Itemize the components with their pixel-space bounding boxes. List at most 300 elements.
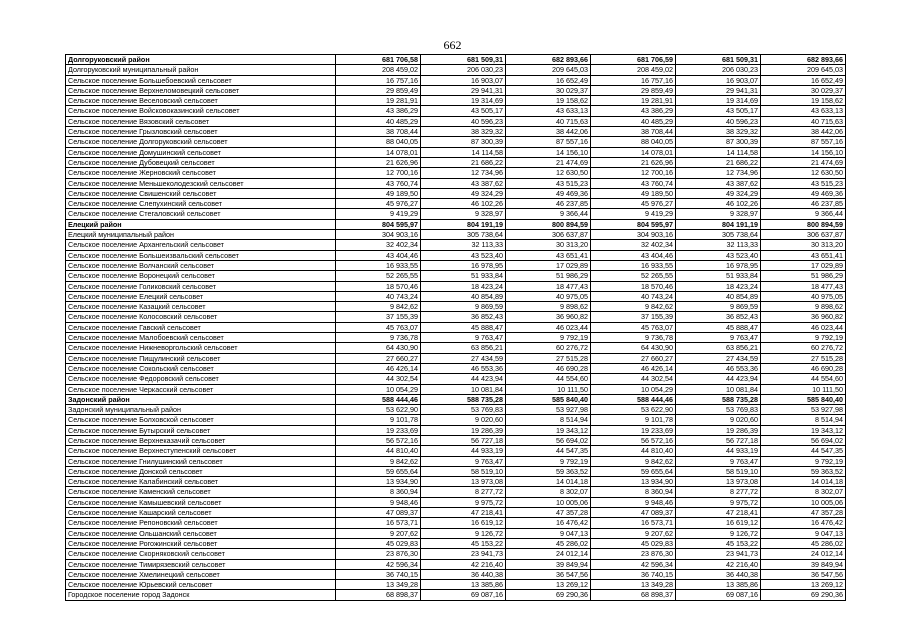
amount-cell: 49 469,36	[761, 188, 846, 198]
amount-cell: 23 941,73	[421, 549, 506, 559]
settlement-name-cell: Долгоруковский район	[66, 55, 336, 65]
amount-cell: 9 898,62	[761, 302, 846, 312]
settlement-name-cell: Сельское поселение Малобоевский сельсовет	[66, 333, 336, 343]
amount-cell: 9 842,62	[336, 302, 421, 312]
amount-cell: 53 927,98	[761, 405, 846, 415]
table-row	[66, 425, 846, 435]
table-row	[66, 363, 846, 373]
amount-cell: 44 302,54	[591, 374, 676, 384]
table-row	[66, 209, 846, 219]
settlement-name-cell: Сельское поселение Свишенский сельсовет	[66, 188, 336, 198]
table-row	[66, 415, 846, 425]
amount-cell: 38 329,32	[676, 127, 761, 137]
settlement-name-cell: Сельское поселение Юрьевский сельсовет	[66, 580, 336, 590]
amount-cell: 46 426,14	[336, 363, 421, 373]
amount-cell: 42 216,40	[676, 559, 761, 569]
amount-cell: 46 237,85	[761, 199, 846, 209]
settlement-name-cell: Сельское поселение Верхнеступенский сельсовет	[66, 446, 336, 456]
settlement-name-cell: Сельское поселение Жерновский сельсовет	[66, 168, 336, 178]
amount-cell: 306 637,87	[761, 230, 846, 240]
amount-cell: 44 933,19	[421, 446, 506, 456]
amount-cell: 588 444,46	[336, 394, 421, 404]
table-row	[66, 65, 846, 75]
amount-cell: 804 191,19	[421, 219, 506, 229]
amount-cell: 53 622,90	[336, 405, 421, 415]
amount-cell: 44 302,54	[336, 374, 421, 384]
amount-cell: 43 633,13	[506, 106, 591, 116]
amount-cell: 45 888,47	[421, 322, 506, 332]
amount-cell: 45 763,07	[591, 322, 676, 332]
district-total-row	[66, 219, 846, 229]
table-row	[66, 384, 846, 394]
amount-cell: 56 572,16	[336, 435, 421, 445]
amount-cell: 44 810,40	[591, 446, 676, 456]
table-row	[66, 477, 846, 487]
amount-cell: 16 652,49	[506, 75, 591, 85]
amount-cell: 681 706,58	[336, 55, 421, 65]
amount-cell: 40 485,29	[336, 116, 421, 126]
amount-cell: 209 645,03	[761, 65, 846, 75]
table-row	[66, 85, 846, 95]
amount-cell: 36 960,82	[506, 312, 591, 322]
settlement-name-cell: Сельское поселение Пищулинский сельсовет	[66, 353, 336, 363]
settlement-name-cell: Сельское поселение Слепухинский сельсовет	[66, 199, 336, 209]
settlement-name-cell: Сельское поселение Казацкий сельсовет	[66, 302, 336, 312]
amount-cell: 9 328,97	[676, 209, 761, 219]
amount-cell: 9 792,19	[506, 456, 591, 466]
amount-cell: 9 736,78	[591, 333, 676, 343]
amount-cell: 49 324,29	[421, 188, 506, 198]
amount-cell: 46 237,85	[506, 199, 591, 209]
amount-cell: 16 573,71	[591, 518, 676, 528]
amount-cell: 18 423,24	[421, 281, 506, 291]
amount-cell: 9 366,44	[761, 209, 846, 219]
settlement-name-cell: Сельское поселение Нижневоргольский сельсовет	[66, 343, 336, 353]
settlement-name-cell: Задонский район	[66, 394, 336, 404]
settlement-name-cell: Сельское поселение Голиковский сельсовет	[66, 281, 336, 291]
amount-cell: 16 573,71	[336, 518, 421, 528]
amount-cell: 44 423,94	[676, 374, 761, 384]
amount-cell: 52 265,55	[336, 271, 421, 281]
table-row	[66, 271, 846, 281]
amount-cell: 8 302,07	[761, 487, 846, 497]
settlement-name-cell: Сельское поселение Скорняковский сельсовет	[66, 549, 336, 559]
amount-cell: 56 727,18	[676, 435, 761, 445]
amount-cell: 9 869,59	[421, 302, 506, 312]
amount-cell: 43 505,17	[676, 106, 761, 116]
amount-cell: 9 736,78	[336, 333, 421, 343]
amount-cell: 681 509,31	[421, 55, 506, 65]
amount-cell: 56 694,02	[506, 435, 591, 445]
table-row	[66, 518, 846, 528]
table-row	[66, 333, 846, 343]
settlement-name-cell: Долгоруковский муниципальный район	[66, 65, 336, 75]
amount-cell: 14 078,01	[591, 147, 676, 157]
amount-cell: 36 547,56	[506, 569, 591, 579]
amount-cell: 46 553,36	[676, 363, 761, 373]
amount-cell: 21 626,96	[336, 157, 421, 167]
amount-cell: 18 477,43	[506, 281, 591, 291]
amount-cell: 9 898,62	[506, 302, 591, 312]
amount-cell: 14 114,58	[676, 147, 761, 157]
table-row	[66, 497, 846, 507]
amount-cell: 13 269,12	[761, 580, 846, 590]
amount-cell: 36 852,43	[421, 312, 506, 322]
amount-cell: 14 078,01	[336, 147, 421, 157]
amount-cell: 9 047,13	[506, 528, 591, 538]
table-row	[66, 230, 846, 240]
amount-cell: 305 738,64	[421, 230, 506, 240]
amount-cell: 40 854,89	[676, 291, 761, 301]
amount-cell: 30 029,37	[761, 85, 846, 95]
table-row	[66, 456, 846, 466]
amount-cell: 32 402,34	[591, 240, 676, 250]
amount-cell: 588 735,28	[676, 394, 761, 404]
amount-cell: 209 645,03	[506, 65, 591, 75]
amount-cell: 45 153,22	[421, 538, 506, 548]
amount-cell: 29 941,31	[676, 85, 761, 95]
amount-cell: 46 102,26	[676, 199, 761, 209]
amount-cell: 16 903,07	[421, 75, 506, 85]
settlement-name-cell: Сельское поселение Федоровский сельсовет	[66, 374, 336, 384]
settlement-name-cell: Сельское поселение Войсковоказинский сельсовет	[66, 106, 336, 116]
table-row	[66, 168, 846, 178]
amount-cell: 19 281,91	[591, 96, 676, 106]
amount-cell: 21 626,96	[591, 157, 676, 167]
amount-cell: 206 030,23	[676, 65, 761, 75]
amount-cell: 10 111,50	[506, 384, 591, 394]
settlement-name-cell: Задонский муниципальный район	[66, 405, 336, 415]
amount-cell: 43 387,62	[421, 178, 506, 188]
amount-cell: 9 869,59	[676, 302, 761, 312]
amount-cell: 43 404,46	[591, 250, 676, 260]
amount-cell: 27 515,28	[761, 353, 846, 363]
amount-cell: 14 114,58	[421, 147, 506, 157]
amount-cell: 800 894,59	[506, 219, 591, 229]
amount-cell: 13 973,08	[676, 477, 761, 487]
amount-cell: 13 934,90	[591, 477, 676, 487]
amount-cell: 24 012,14	[506, 549, 591, 559]
amount-cell: 36 440,38	[421, 569, 506, 579]
amount-cell: 23 941,73	[676, 549, 761, 559]
amount-cell: 804 595,97	[336, 219, 421, 229]
amount-cell: 13 385,86	[676, 580, 761, 590]
amount-cell: 45 286,02	[506, 538, 591, 548]
amount-cell: 18 570,46	[591, 281, 676, 291]
amount-cell: 27 434,59	[676, 353, 761, 363]
amount-cell: 40 743,24	[591, 291, 676, 301]
amount-cell: 36 547,56	[761, 569, 846, 579]
amount-cell: 40 596,23	[421, 116, 506, 126]
amount-cell: 18 477,43	[761, 281, 846, 291]
amount-cell: 49 189,50	[336, 188, 421, 198]
amount-cell: 23 876,30	[591, 549, 676, 559]
amount-cell: 9 763,47	[421, 333, 506, 343]
amount-cell: 53 622,90	[591, 405, 676, 415]
amount-cell: 46 690,28	[506, 363, 591, 373]
amount-cell: 208 459,02	[336, 65, 421, 75]
settlement-name-cell: Сельское поселение Долгоруковский сельсовет	[66, 137, 336, 147]
amount-cell: 59 655,64	[336, 466, 421, 476]
amount-cell: 43 651,41	[506, 250, 591, 260]
amount-cell: 44 423,94	[421, 374, 506, 384]
amount-cell: 10 081,84	[676, 384, 761, 394]
amount-cell: 45 976,27	[591, 199, 676, 209]
amount-cell: 585 840,40	[761, 394, 846, 404]
amount-cell: 42 216,40	[421, 559, 506, 569]
settlement-name-cell: Сельское поселение Ольшанский сельсовет	[66, 528, 336, 538]
amount-cell: 45 286,02	[761, 538, 846, 548]
table-row	[66, 374, 846, 384]
amount-cell: 19 158,62	[506, 96, 591, 106]
amount-cell: 9 207,62	[336, 528, 421, 538]
amount-cell: 10 005,06	[761, 497, 846, 507]
table-row	[66, 250, 846, 260]
amount-cell: 9 126,72	[676, 528, 761, 538]
amount-cell: 87 557,16	[506, 137, 591, 147]
settlement-name-cell: Сельское поселение Каменский сельсовет	[66, 487, 336, 497]
amount-cell: 44 933,19	[676, 446, 761, 456]
amount-cell: 40 975,05	[506, 291, 591, 301]
settlement-name-cell: Сельское поселение Елецкий сельсовет	[66, 291, 336, 301]
table-row	[66, 466, 846, 476]
amount-cell: 43 387,62	[676, 178, 761, 188]
amount-cell: 206 030,23	[421, 65, 506, 75]
amount-cell: 12 630,50	[506, 168, 591, 178]
table-row	[66, 435, 846, 445]
amount-cell: 16 933,55	[591, 260, 676, 270]
amount-cell: 19 281,91	[336, 96, 421, 106]
amount-cell: 39 849,94	[506, 559, 591, 569]
table-row	[66, 559, 846, 569]
amount-cell: 17 029,89	[761, 260, 846, 270]
amount-cell: 12 734,96	[421, 168, 506, 178]
amount-cell: 59 363,52	[506, 466, 591, 476]
table-row	[66, 199, 846, 209]
settlement-name-cell: Сельское поселение Репоновский сельсовет	[66, 518, 336, 528]
amount-cell: 47 218,41	[676, 508, 761, 518]
amount-cell: 46 102,26	[421, 199, 506, 209]
amount-cell: 53 927,98	[506, 405, 591, 415]
amount-cell: 44 554,60	[761, 374, 846, 384]
amount-cell: 56 694,02	[761, 435, 846, 445]
amount-cell: 588 444,46	[591, 394, 676, 404]
amount-cell: 68 898,37	[336, 590, 421, 600]
table-row	[66, 302, 846, 312]
settlement-name-cell: Сельское поселение Болховской сельсовет	[66, 415, 336, 425]
table-row	[66, 137, 846, 147]
amount-cell: 69 290,36	[761, 590, 846, 600]
amount-cell: 46 426,14	[591, 363, 676, 373]
amount-cell: 51 933,84	[421, 271, 506, 281]
amount-cell: 30 029,37	[506, 85, 591, 95]
amount-cell: 37 155,39	[336, 312, 421, 322]
amount-cell: 9 366,44	[506, 209, 591, 219]
amount-cell: 681 509,31	[676, 55, 761, 65]
settlement-name-cell: Сельское поселение Меньшеколодезский сельсовет	[66, 178, 336, 188]
amount-cell: 44 554,60	[506, 374, 591, 384]
settlement-name-cell: Городское поселение город Задонск	[66, 590, 336, 600]
amount-cell: 40 743,24	[336, 291, 421, 301]
amount-cell: 9 047,13	[761, 528, 846, 538]
amount-cell: 19 286,39	[676, 425, 761, 435]
amount-cell: 16 476,42	[506, 518, 591, 528]
amount-cell: 45 029,83	[336, 538, 421, 548]
district-total-row	[66, 394, 846, 404]
amount-cell: 12 734,96	[676, 168, 761, 178]
amount-cell: 9 792,19	[506, 333, 591, 343]
amount-cell: 60 276,72	[506, 343, 591, 353]
amount-cell: 12 700,16	[591, 168, 676, 178]
amount-cell: 305 738,64	[676, 230, 761, 240]
table-row	[66, 127, 846, 137]
amount-cell: 8 277,72	[676, 487, 761, 497]
amount-cell: 9 419,29	[336, 209, 421, 219]
amount-cell: 19 343,12	[506, 425, 591, 435]
settlement-name-cell: Сельское поселение Воронецкий сельсовет	[66, 271, 336, 281]
amount-cell: 13 349,28	[336, 580, 421, 590]
amount-cell: 36 440,38	[676, 569, 761, 579]
amount-cell: 682 893,66	[506, 55, 591, 65]
table-row	[66, 291, 846, 301]
settlement-name-cell: Сельское поселение Сокольский сельсовет	[66, 363, 336, 373]
amount-cell: 40 715,63	[761, 116, 846, 126]
amount-cell: 27 660,27	[591, 353, 676, 363]
table-row	[66, 116, 846, 126]
amount-cell: 40 715,63	[506, 116, 591, 126]
amount-cell: 29 859,49	[336, 85, 421, 95]
amount-cell: 8 514,94	[761, 415, 846, 425]
table-row	[66, 405, 846, 415]
amount-cell: 32 402,34	[336, 240, 421, 250]
amount-cell: 19 233,69	[591, 425, 676, 435]
amount-cell: 12 630,50	[761, 168, 846, 178]
amount-cell: 14 014,18	[506, 477, 591, 487]
amount-cell: 38 708,44	[591, 127, 676, 137]
amount-cell: 16 619,12	[421, 518, 506, 528]
amount-cell: 45 888,47	[676, 322, 761, 332]
amount-cell: 47 089,37	[591, 508, 676, 518]
table-row	[66, 590, 846, 600]
table-row	[66, 528, 846, 538]
amount-cell: 36 740,15	[336, 569, 421, 579]
amount-cell: 45 029,83	[591, 538, 676, 548]
settlement-name-cell: Сельское поселение Тимирязевский сельсовет	[66, 559, 336, 569]
amount-cell: 37 155,39	[591, 312, 676, 322]
amount-cell: 27 515,28	[506, 353, 591, 363]
amount-cell: 10 054,29	[591, 384, 676, 394]
table-row	[66, 96, 846, 106]
amount-cell: 49 324,29	[676, 188, 761, 198]
amount-cell: 64 430,90	[336, 343, 421, 353]
amount-cell: 59 363,52	[761, 466, 846, 476]
table-row	[66, 549, 846, 559]
amount-cell: 63 856,21	[676, 343, 761, 353]
amount-cell: 30 313,20	[506, 240, 591, 250]
amount-cell: 43 651,41	[761, 250, 846, 260]
amount-cell: 16 757,16	[591, 75, 676, 85]
settlement-name-cell: Сельское поселение Кашарский сельсовет	[66, 508, 336, 518]
amount-cell: 18 570,46	[336, 281, 421, 291]
table-row	[66, 580, 846, 590]
amount-cell: 69 087,16	[421, 590, 506, 600]
amount-cell: 38 442,06	[506, 127, 591, 137]
settlement-name-cell: Сельское поселение Дубовецкий сельсовет	[66, 157, 336, 167]
amount-cell: 16 476,42	[761, 518, 846, 528]
settlement-name-cell: Сельское поселение Донской сельсовет	[66, 466, 336, 476]
amount-cell: 9 975,72	[676, 497, 761, 507]
amount-cell: 9 101,78	[591, 415, 676, 425]
amount-cell: 16 978,95	[421, 260, 506, 270]
amount-cell: 8 514,94	[506, 415, 591, 425]
amount-cell: 46 553,36	[421, 363, 506, 373]
amount-cell: 9 842,62	[591, 456, 676, 466]
amount-cell: 9 207,62	[591, 528, 676, 538]
amount-cell: 39 849,94	[761, 559, 846, 569]
amount-cell: 682 893,66	[761, 55, 846, 65]
table-row	[66, 75, 846, 85]
settlement-name-cell: Сельское поселение Верхнеломовецкий сельсовет	[66, 85, 336, 95]
amount-cell: 58 519,10	[676, 466, 761, 476]
amount-cell: 43 515,23	[506, 178, 591, 188]
amount-cell: 16 652,49	[761, 75, 846, 85]
amount-cell: 10 005,06	[506, 497, 591, 507]
amount-cell: 8 360,94	[336, 487, 421, 497]
amount-cell: 304 903,16	[336, 230, 421, 240]
amount-cell: 44 547,35	[761, 446, 846, 456]
amount-cell: 9 126,72	[421, 528, 506, 538]
amount-cell: 9 792,19	[761, 456, 846, 466]
amount-cell: 29 859,49	[591, 85, 676, 95]
amount-cell: 17 029,89	[506, 260, 591, 270]
amount-cell: 14 014,18	[761, 477, 846, 487]
table-row	[66, 569, 846, 579]
amount-cell: 29 941,31	[421, 85, 506, 95]
amount-cell: 43 633,13	[761, 106, 846, 116]
table-row	[66, 446, 846, 456]
amount-cell: 16 903,07	[676, 75, 761, 85]
amount-cell: 19 286,39	[421, 425, 506, 435]
amount-cell: 45 153,22	[676, 538, 761, 548]
amount-cell: 42 596,34	[336, 559, 421, 569]
amount-cell: 44 810,40	[336, 446, 421, 456]
amount-cell: 69 290,36	[506, 590, 591, 600]
amount-cell: 12 700,16	[336, 168, 421, 178]
amount-cell: 9 948,46	[336, 497, 421, 507]
table-row	[66, 322, 846, 332]
table-row	[66, 312, 846, 322]
table-row	[66, 188, 846, 198]
amount-cell: 32 113,33	[421, 240, 506, 250]
amount-cell: 63 856,21	[421, 343, 506, 353]
amount-cell: 18 423,24	[676, 281, 761, 291]
settlement-name-cell: Сельское поселение Гавский сельсовет	[66, 322, 336, 332]
table-row	[66, 343, 846, 353]
amount-cell: 43 505,17	[421, 106, 506, 116]
amount-cell: 49 469,36	[506, 188, 591, 198]
amount-cell: 9 792,19	[761, 333, 846, 343]
budget-table	[65, 54, 846, 601]
amount-cell: 9 020,60	[421, 415, 506, 425]
settlement-name-cell: Елецкий муниципальный район	[66, 230, 336, 240]
amount-cell: 14 156,10	[506, 147, 591, 157]
amount-cell: 8 360,94	[591, 487, 676, 497]
amount-cell: 21 474,69	[761, 157, 846, 167]
table-row	[66, 487, 846, 497]
table-row	[66, 281, 846, 291]
amount-cell: 43 386,29	[336, 106, 421, 116]
settlement-name-cell: Сельское поселение Большебоевский сельсовет	[66, 75, 336, 85]
